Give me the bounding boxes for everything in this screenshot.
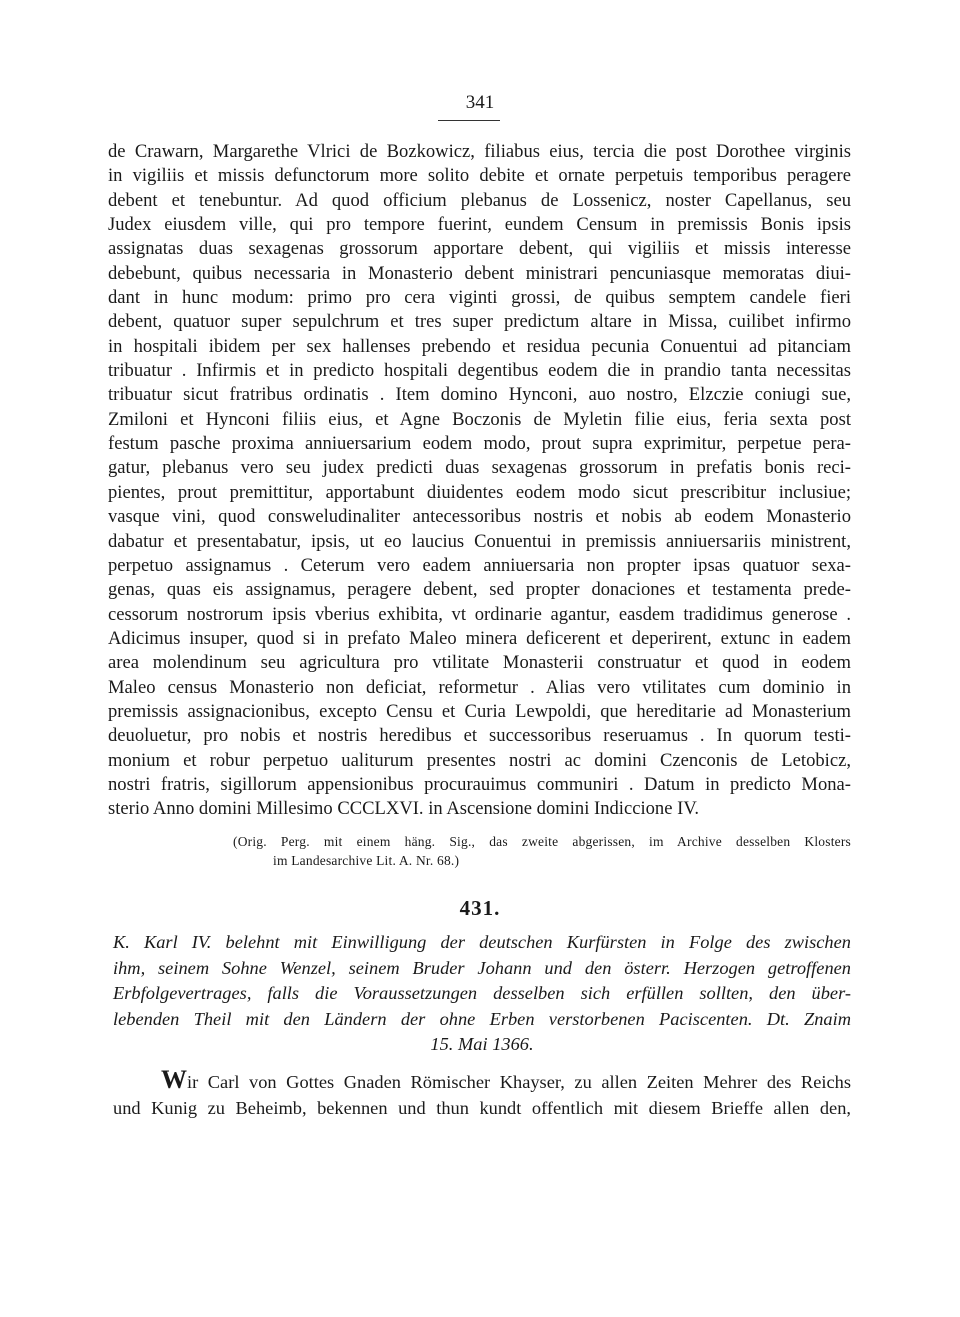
text-line: vasque vini, quod consweludinaliter antecessoribus nostris et nobis ab eodem Monasterio [108,506,851,528]
text-line: Judex eiusdem ville, qui pro tempore fuerint, eundem Censum in premissis Bonis ipsis [108,214,851,236]
initial-letter: W [161,1065,187,1094]
page-number-rule [438,120,500,121]
text-line: dant in hunc modum: primo pro cera viginti grossi, de quibus semptem candele fieri [108,287,851,309]
source-note-line: (Orig. Perg. mit einem häng. Sig., das zweite abgerissen, im Archive desselben Klosters [233,834,851,849]
body-line-text: ir Carl von Gottes Gnaden Römischer Khayser, zu allen Zeiten Mehrer des Reichs [187,1072,851,1092]
text-line: premissis assignacionibus, excepto Censu et Curia Lewpoldi, que hereditarie ad Monasterium [108,700,851,722]
text-line: Adicimus insuper, quod si in prefato Maleo minera deficerent et deperirent, extunc in eadem [108,627,851,649]
text-line: in vigiliis et missis defunctorum more solito debite et ornate perpetuis temporibus peragere [108,165,851,187]
text-line: Zmiloni et Hynconi filiis eius, et Agne Boczonis de Myletin filie eius, feria sexta post [108,408,851,430]
body-line [113,1066,851,1094]
source-note [233,832,851,870]
document-number: 431. [459,896,501,920]
body-line: und Kunig zu Beheimb, bekennen und thun kundt offentlich mit diesem Brieffe allen den, [113,1098,851,1118]
text-line: tribuatur . Infirmis et in predicto hospitali degentibus eodem die in prandio tanta necessitas [108,360,851,382]
source-note-line: im Landesarchive Lit. A. Nr. 68.) [273,853,460,868]
text-line: monium et robur perpetuo ualiturum presentes nostri ac domini Czenconis de Letobicz, [108,749,851,771]
text-line: perpetuo assignamus . Ceterum vero eadem anniuersaria non propter ipsas quatuor sexa- [108,554,851,576]
text-line: assignatas duas sexagenas grossorum apportare debent, qui vigiliis et missis interesse [108,238,851,260]
regest-line: ihm, seinem Sohne Wenzel, seinem Bruder Johann und den österr. Herzogen getroffenen [113,957,851,978]
text-line: Maleo census Monasterio non deficiat, reformetur . Alias vero vtilitates cum dominio in [108,676,851,698]
text-line: tribuatur sicut fratribus ordinatis . Item domino Hynconi, auo nostro, Elzczie coniugi sue, [108,384,851,406]
text-line: deuoluetur, pro nobis et nostris heredibus et successoribus reseruamus . In quorum testi- [108,725,851,747]
document-body [113,1066,851,1122]
text-line: sterio Anno domini Millesimo CCCLXVI. in Ascensione domini Indiccione IV. [108,798,700,820]
text-line: cessorum nostrorum ipsis vberius exhibita, vt ordinarie agantur, easdem tradidimus generose . [108,603,851,625]
text-line: gatur, plebanus vero seu judex predicti duas sexagenas grossorum in prefatis bonis reci- [108,457,851,479]
regest-line: Erbfolgevertrages, falls die Voraussetzungen desselben sich erfüllen sollten, den über- [113,983,851,1003]
regest-line: K. Karl IV. belehnt mit Einwilligung der deutschen Kurfürsten in Folge des zwischen [113,932,851,952]
text-line: debent, quatuor super sepulchrum et tres super predictum altare in Missa, cuilibet infirmo [108,311,851,333]
text-line: debent et tenebuntur. Ad quod officium plebanus de Lossenicz, noster Capellanus, seu [108,189,851,211]
main-text [108,140,851,822]
text-line: pientes, prout premittitur, apportabunt diuidentes eodem modo sicut prescribitur inclusiue; [108,481,851,503]
page-number: 341 [465,92,495,113]
text-line: nostri fratris, sigillorum appensionibus procurauimus communiri . Datum in predicto Mona- [108,773,851,795]
regest-line: lebenden Theil mit den Ländern der ohne Erben verstorbenen Paciscenten. Dt. Znaim [113,1008,851,1029]
text-line: area molendinum seu agricultura pro vtilitate Monasterii construatur et quod in eodem [108,652,851,674]
text-line: dabatur et presentabatur, ipsis, ut eo laucius Conuentui in premissis anniuersariis ministrent, [108,530,851,552]
text-line: genas, quas eis assignamus, peragere debent, sed propter donaciones et testamenta prede- [108,579,851,601]
text-line: debebunt, quibus necessaria in Monasterio debent ministrari pencuniasque memoratas diui- [108,262,851,284]
text-line: de Crawarn, Margarethe Vlrici de Bozkowicz, filiabus eius, tercia die post Dorothee virginis [108,141,851,162]
regest-date: 15. Mai 1366. [430,1034,534,1054]
regest [113,930,851,1058]
text-line: in hospitali ibidem per sex hallenses prebendo et residua pecunia Conuentui ad pitanciam [108,335,851,357]
text-line: festum pasche proxima anniuersarium eodem modo, prout supra exprimitur, perpetue pera- [108,433,851,455]
